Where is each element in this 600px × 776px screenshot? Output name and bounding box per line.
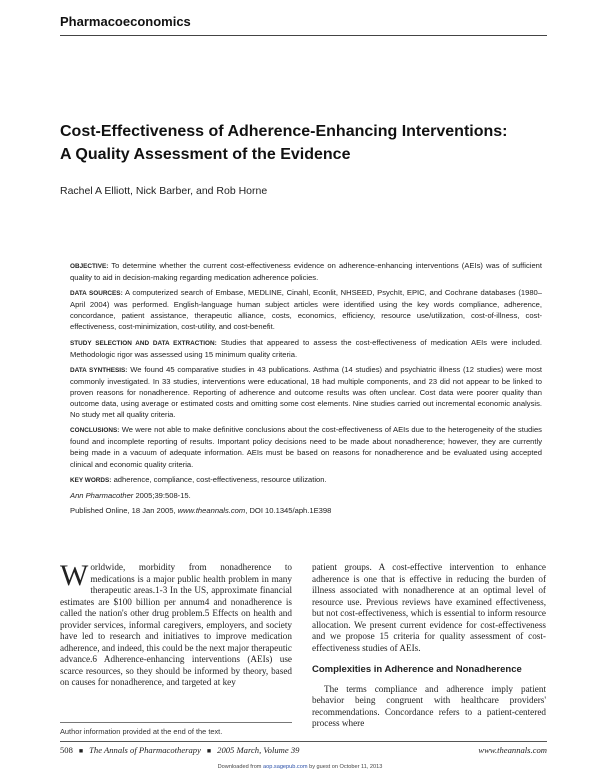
footnote-divider [60, 722, 292, 723]
download-link[interactable]: aop.sagepub.com [263, 764, 308, 770]
keywords-label: KEY WORDS: [70, 476, 112, 484]
footer-divider [60, 741, 547, 742]
abstract [70, 260, 542, 520]
objective-label: OBJECTIVE: [70, 263, 109, 270]
study-selection-label: STUDY SELECTION AND DATA EXTRACTION: [70, 339, 217, 347]
download-suffix: by guest on October 11, 2013 [309, 764, 383, 770]
data-sources-label: DATA SOURCES: [70, 290, 123, 298]
data-synthesis-text: We found 45 comparative studies in 43 publications. Asthma (14 studies) and psychiatric illness (12 studies) were most commonly investigated. In 33 studies, interventions were educational, 18 had multiple components, and 23 did not appear to be linked to proven reasons for nonadherence. Reporting of adherence and outcome results was often unclear. Cost data were poorer quality than outcome data, using average or estimated costs and omitting some cost elements. Nine studies carried out incremental economic analysis. No study met all quality criteria. [70, 364, 542, 420]
abstract-objective [70, 260, 542, 283]
title-line-2: A Quality Assessment of the Evidence [60, 146, 351, 163]
intro-paragraph [60, 559, 292, 689]
citation-ref: 2005;39:508-15. [135, 490, 191, 500]
data-sources-text: A computerized search of Embase, MEDLINE, Cinahl, Econlit, NHSEED, PsychIt, EPIC, and Cochrane databases (1980–April 2004) was performed. English-language human subject articles were identified using the key words compliance, adherence, concordance, patient assistance, therapeutic alliance, costs, economics, efficiency, resource use/utilization, cost-of-illness, cost-effectiveness, cost-minimization, cost-utility, and cost-benefit. [70, 288, 542, 332]
citation [70, 490, 542, 501]
objective-text: To determine whether the current cost-effectiveness evidence on adherence-enhancing interventions (AEIs) was of sufficient quality to aid in decision-making regarding medication adherence policies. [70, 261, 542, 283]
study-selection-text: Studies that appeared to assess the cost-effectiveness of medication AEIs were included. Methodologic rigor was assessed using 15 minimum quality criteria. [70, 337, 542, 359]
section-heading: Complexities in Adherence and Nonadherence [312, 664, 522, 675]
section-header: Pharmacoeconomics [60, 14, 191, 29]
data-synthesis-label: DATA SYNTHESIS: [70, 366, 128, 374]
footer-separator-icon: ■ [206, 747, 212, 755]
intro-paragraph-continued: patient groups. A cost-effective intervention to enhance adherence is one that is effective in reducing the burden of illness associated with nonadherence at an optimal level of resource use. Previous reviews have examined effectiveness, but not cost-effectiveness, which is essential to inform resource allocation. We present current evidence for cost-effectiveness and we propose 15 criteria for quality assessment of cost-effectiveness studies of AEIs. [312, 562, 546, 653]
article-title [60, 120, 540, 166]
abstract-study-selection [70, 337, 542, 360]
journal-site-link[interactable]: www.theannals.com [478, 745, 547, 755]
page-number: 508 [60, 745, 73, 755]
keywords-text: adherence, compliance, cost-effectiveness, resource utilization. [113, 474, 327, 484]
citation-journal: Ann Pharmacother [70, 490, 134, 500]
author-list: Rachel A Elliott, Nick Barber, and Rob Horne [60, 185, 268, 197]
footer-separator-icon: ■ [78, 747, 84, 755]
body-column-left [60, 559, 292, 689]
author-footnote: Author information provided at the end of the text. [60, 727, 223, 736]
header-divider [60, 35, 547, 36]
abstract-data-synthesis [70, 364, 542, 420]
abstract-keywords [70, 474, 542, 486]
page-footer [60, 745, 547, 755]
abstract-data-sources [70, 287, 542, 332]
download-note [0, 764, 600, 770]
issue-info: 2005 March, Volume 39 [217, 745, 300, 755]
section-paragraph: The terms compliance and adherence imply patient behavior being congruent with healthcare providers' recommendations. Concordance refers to a patient-centered process where [312, 683, 546, 728]
intro-text: orldwide, morbidity from nonadherence to medications is a major public health problem in many therapeutic areas.1-3 In the US, approximate financial estimates are $100 billion per annum4 and nonadherence is called the nation's other drug problem.5 Effects on health and provider services, informal caregivers, employers, and society have led to research and initiatives to improve medication adherence, and indeed, this could be the next major therapeutic advance.6 Adherence-enhancing interventions (AEIs) use scarce resources, so they should be informed by theory, based on causes for nonadherence, and targeted at key [60, 562, 292, 687]
published-prefix: Published Online, 18 Jan 2005, [70, 505, 176, 515]
conclusions-text: We were not able to make definitive conclusions about the cost-effectiveness of AEIs due to the heterogeneity of the studies found and incomplete reporting of results. Important policy decisions need to be made about nonadherence; however, they are currently being made in a vacuum of adequate information. AEIs must be based on reasons for nonadherence and be evaluated using accepted clinical and economic quality criteria. [70, 425, 542, 469]
published-online [70, 505, 542, 516]
conclusions-label: CONCLUSIONS: [70, 427, 120, 435]
published-doi: , DOI 10.1345/aph.1E398 [245, 505, 332, 515]
abstract-conclusions [70, 424, 542, 469]
journal-name: The Annals of Pharmacotherapy [89, 745, 201, 755]
drop-cap: W [60, 559, 89, 592]
body-column-right [312, 562, 546, 730]
title-line-1: Cost-Effectiveness of Adherence-Enhancing Interventions: [60, 123, 508, 140]
download-prefix: Downloaded from [217, 764, 262, 770]
published-url[interactable]: www.theannals.com [177, 505, 246, 515]
